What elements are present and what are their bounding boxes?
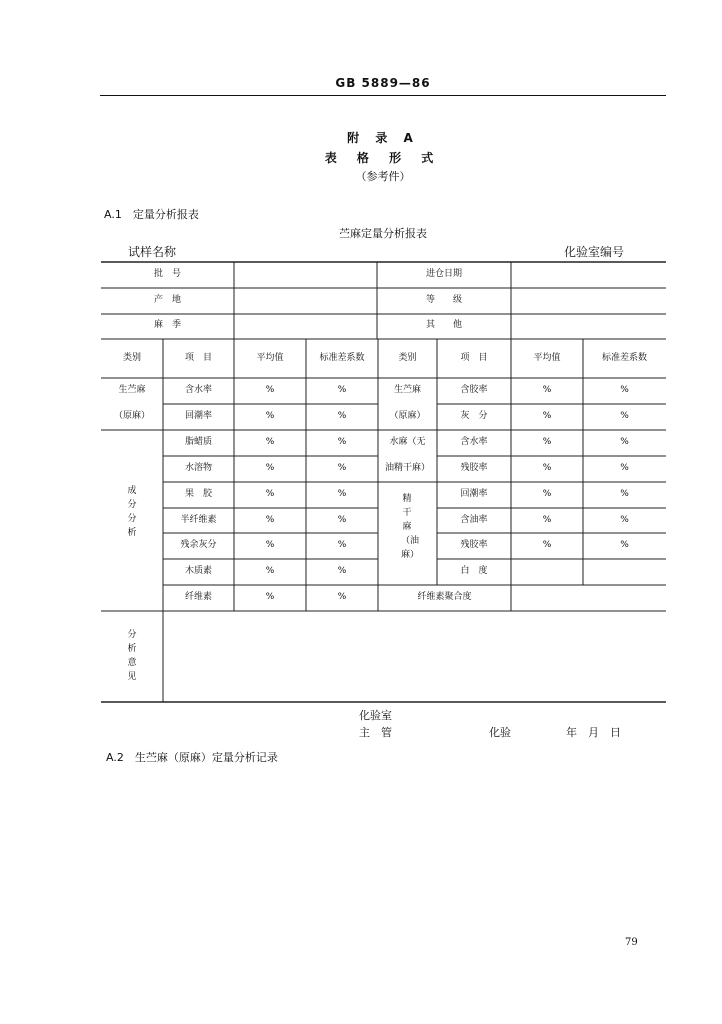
appendix-note: （参考件） [355,170,411,183]
table-row-stddev: % [620,463,629,473]
col-header-item-left: 项 目 [184,353,212,363]
standard-header: GB 5889—86 [335,76,431,90]
table-row-stddev: % [620,437,629,447]
cellulose-polymerization-label: 纤维素聚合度 [417,592,472,602]
origin-label: 产 地 [153,295,181,305]
table-row-item: 回潮率 [460,489,488,499]
table-row-item: 残胶率 [460,540,488,550]
analysis-opinion-label: 分析意见 [127,630,137,682]
table-row-stddev: % [337,489,347,499]
table-row-stddev: % [337,411,347,421]
table-row-avg: % [542,385,552,395]
table-row-item: 残余灰分 [180,540,217,550]
table-row-avg: % [265,566,275,576]
table-row-stddev: % [620,489,629,499]
table-row-avg: % [265,515,275,525]
section-a1-heading: A.1 定量分析报表 [104,208,199,221]
report-title: 苎麻定量分析报表 [339,227,427,240]
table-row-stddev: % [620,540,629,550]
storage-date-label: 进仓日期 [425,269,462,279]
table-row-stddev: % [620,515,629,525]
table-row-item: 残胶率 [460,463,488,473]
appendix-subtitle: 表 格 形 式 [324,151,442,165]
water-ramie-subcategory: 油精干麻） [384,463,430,473]
lab-number-label: 化验室编号 [564,245,625,259]
table-row-avg: % [542,411,552,421]
col-header-category-right: 类别 [398,353,417,363]
section-a2-heading: A.2 生苎麻（原麻）定量分析记录 [106,751,278,764]
table-row-stddev: % [337,463,347,473]
col-header-stddev-right: 标准差系数 [601,353,647,363]
table-row-avg: % [265,592,275,602]
table-row-item: 白 度 [460,566,488,576]
table-row-stddev: % [337,592,347,602]
supervisor-label: 主 管 [359,726,392,739]
table-row-stddev: % [337,515,347,525]
table-row-item: 回潮率 [184,411,212,421]
table-row-stddev: % [337,385,347,395]
table-row-avg: % [265,385,275,395]
col-header-category-left: 类别 [122,353,141,363]
table-row-item: 含油率 [460,515,488,525]
table-row-avg: % [542,463,552,473]
date-label: 年 月 日 [566,726,621,739]
table-row-item: 半纤维素 [180,515,217,525]
col-header-stddev-left: 标准差系数 [319,353,365,363]
page-number: 79 [625,937,638,948]
degummed-ramie-category: 精干麻（油麻） [401,494,420,560]
col-header-avg-right: 平均值 [533,353,561,363]
grade-label: 等 级 [425,295,462,305]
table-row-item: 含水率 [460,437,488,447]
table-row-avg: % [265,489,275,499]
table-row-avg: % [265,411,275,421]
table-row-stddev: % [620,385,629,395]
table-row-item: 含胶率 [460,385,488,395]
table-row-avg: % [542,540,552,550]
table-row-item: 纤维素 [184,592,212,602]
table-row-stddev: % [337,566,347,576]
season-label: 麻 季 [153,320,181,330]
tester-label: 化验 [489,726,511,739]
table-row-avg: % [542,489,552,499]
table-row-stddev: % [337,540,347,550]
right-raw-ramie-category: 生苎麻 [393,385,421,395]
table-row-avg: % [265,540,275,550]
water-ramie-category: 水麻（无 [389,437,426,447]
table-row-item: 水溶物 [184,463,212,473]
lab-label: 化验室 [359,709,392,722]
table-row-item: 灰 分 [460,411,488,421]
table-row-stddev: % [337,437,347,447]
left-raw-ramie-subcategory: （原麻） [113,411,150,421]
other-label: 其 他 [425,320,462,330]
sample-name-label: 试样名称 [128,245,177,259]
batch-label: 批 号 [153,269,181,279]
table-row-avg: % [265,463,275,473]
col-header-avg-left: 平均值 [256,353,284,363]
table-row-item: 果 胶 [184,489,212,499]
right-raw-ramie-subcategory: （原麻） [389,411,426,421]
left-raw-ramie-category: 生苎麻 [118,385,146,395]
appendix-title: 附 录 A [347,131,419,145]
component-analysis-category: 成分分析 [127,486,137,538]
table-row-item: 木质素 [184,566,212,576]
table-row-avg: % [542,515,552,525]
table-row-item: 含水率 [184,385,212,395]
table-row-avg: % [542,437,552,447]
table-row-avg: % [265,437,275,447]
table-row-stddev: % [620,411,629,421]
col-header-item-right: 项 目 [460,353,488,363]
table-row-item: 脂蜡质 [184,437,212,447]
